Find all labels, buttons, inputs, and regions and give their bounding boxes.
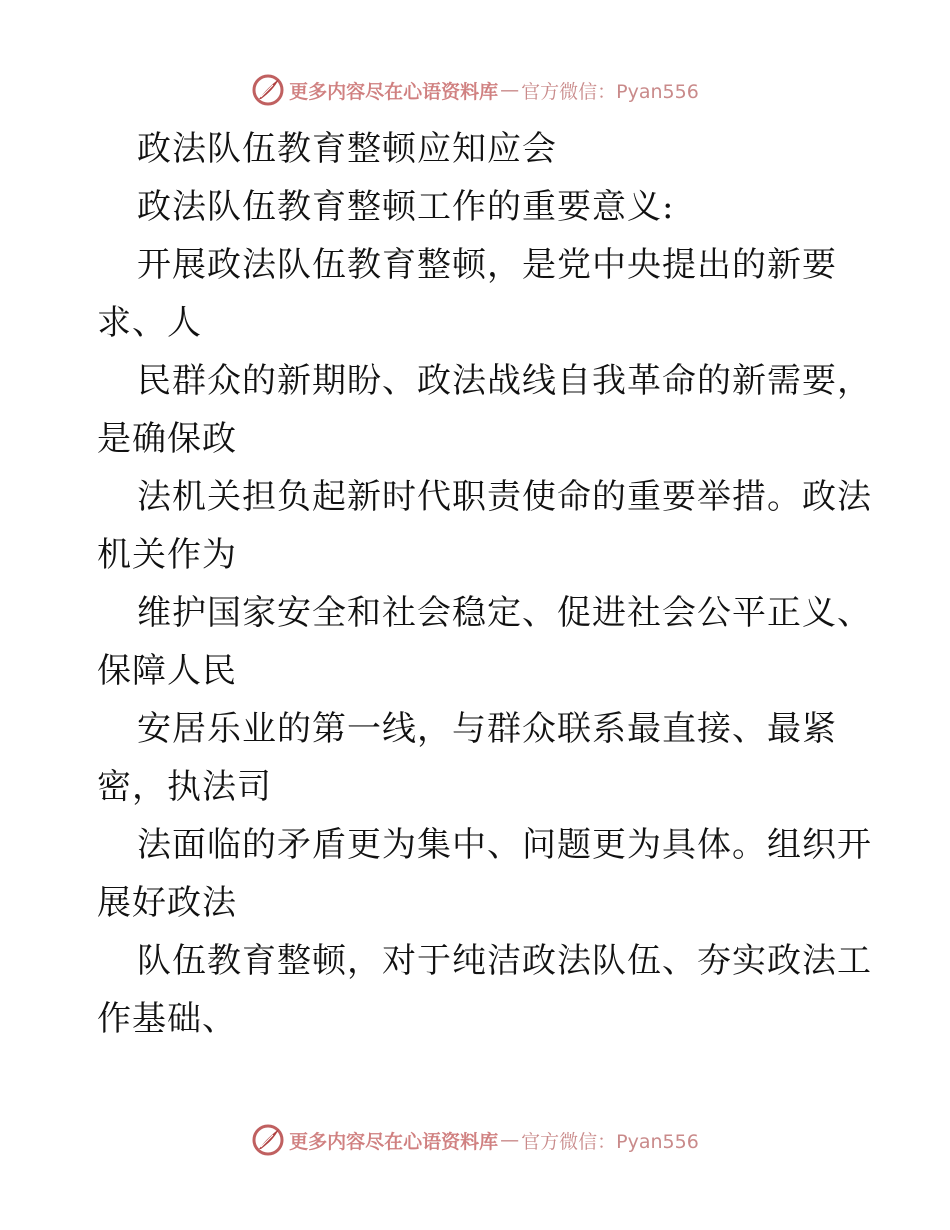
paragraph-line: 密，执法司: [97, 767, 272, 807]
paragraph-line: 机关作为: [97, 535, 237, 575]
footer-banner: [0, 1120, 950, 1160]
header-banner: [0, 70, 950, 110]
section-heading: 政法队伍教育整顿工作的重要意义:: [137, 187, 675, 227]
banner-main-text: 更多内容尽在心语资料库: [289, 80, 499, 103]
banner-main-text: 更多内容尽在心语资料库: [289, 1130, 499, 1153]
banner-wechat-text: 官方微信：Pyan556: [521, 1130, 699, 1153]
paragraph-line: 展好政法: [97, 883, 237, 923]
document-title: 政法队伍教育整顿应知应会: [137, 129, 557, 169]
banner-separator: —: [500, 79, 520, 101]
paragraph-line: 维护国家安全和社会稳定、促进社会公平正义、: [137, 593, 872, 633]
paragraph-line: 是确保政: [97, 419, 237, 459]
banner-wechat-text: 官方微信：Pyan556: [521, 80, 699, 103]
paragraph-line: 求、人: [97, 303, 202, 343]
paragraph-line: 法机关担负起新时代职责使命的重要举措。政法: [137, 477, 872, 517]
paragraph-line: 安居乐业的第一线，与群众联系最直接、最紧: [137, 709, 837, 749]
paragraph-line: 开展政法队伍教育整顿，是党中央提出的新要: [137, 245, 837, 285]
paragraph-line: 保障人民: [97, 651, 237, 691]
paragraph-line: 民群众的新期盼、政法战线自我革命的新需要，: [137, 361, 872, 401]
banner-separator: —: [500, 1129, 520, 1151]
feather-pen-logo-icon: [251, 1123, 285, 1157]
paragraph-line: 法面临的矛盾更为集中、问题更为具体。组织开: [137, 825, 872, 865]
document-body: [97, 120, 872, 1048]
feather-pen-logo-icon: [251, 73, 285, 107]
paragraph-line: 队伍教育整顿，对于纯洁政法队伍、夯实政法工: [137, 941, 872, 981]
paragraph-line: 作基础、: [97, 999, 237, 1039]
